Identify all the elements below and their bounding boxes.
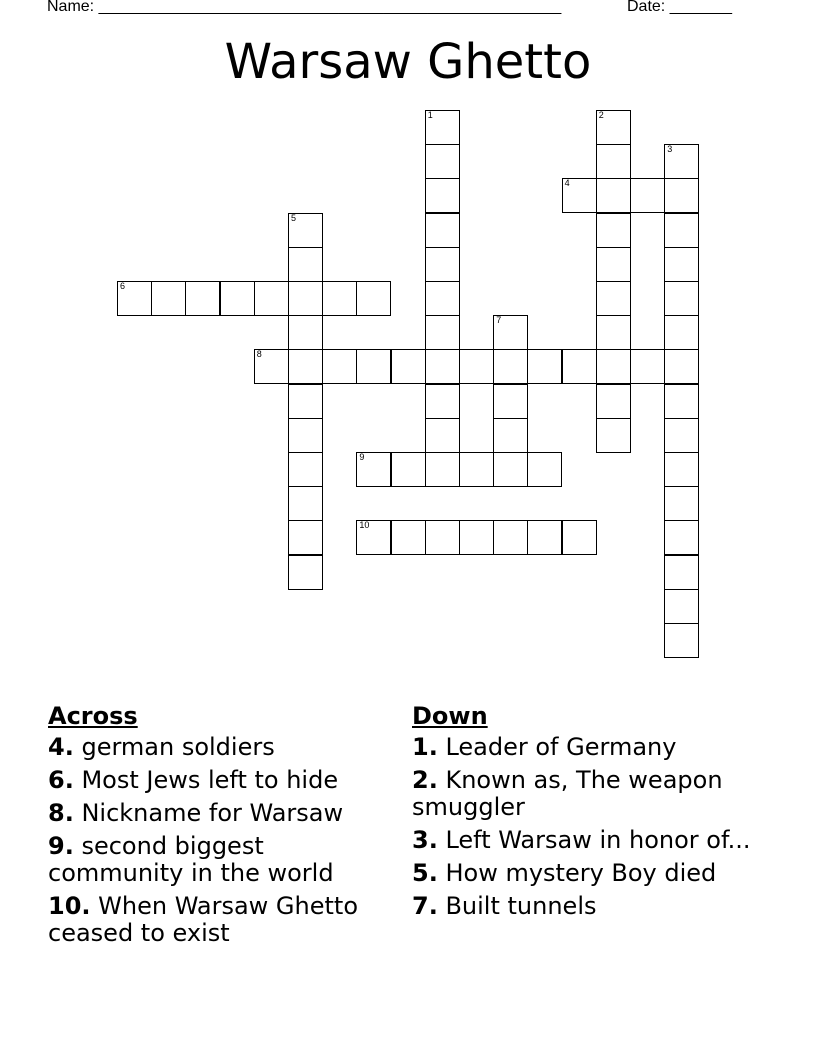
clue-across-4: 4. german soldiers: [48, 733, 275, 761]
crossword-cell[interactable]: [322, 281, 357, 316]
crossword-cell[interactable]: [664, 555, 699, 590]
crossword-cell[interactable]: [596, 178, 631, 213]
crossword-cell[interactable]: [493, 315, 528, 350]
crossword-cell[interactable]: [596, 247, 631, 282]
clue-across-9: 9. second biggest community in the world: [48, 832, 334, 887]
crossword-cell[interactable]: [493, 520, 528, 555]
crossword-cell[interactable]: [459, 349, 494, 384]
crossword-cell[interactable]: [596, 110, 631, 145]
crossword-cell[interactable]: [664, 589, 699, 624]
date-field-label: Date: _______: [627, 0, 732, 15]
crossword-cell[interactable]: [288, 384, 323, 419]
clue-number: 1: [427, 110, 433, 120]
crossword-cell[interactable]: [425, 384, 460, 419]
clue-number: 9: [359, 452, 365, 462]
crossword-cell[interactable]: [664, 349, 699, 384]
crossword-cell[interactable]: [288, 520, 323, 555]
crossword-cell[interactable]: [288, 213, 323, 248]
clue-number: 6: [120, 281, 126, 291]
clue-number: 8: [256, 349, 262, 360]
crossword-cell[interactable]: [630, 349, 665, 384]
crossword-cell[interactable]: [288, 315, 323, 350]
crossword-cell[interactable]: [562, 520, 597, 555]
down-clues: [412, 702, 757, 926]
crossword-cell[interactable]: [391, 452, 426, 487]
clue-number: 10: [359, 520, 370, 531]
crossword-cell[interactable]: [562, 349, 597, 384]
crossword-cell[interactable]: [288, 349, 323, 384]
clue-down-3: 3. Left Warsaw in honor of...: [412, 826, 751, 854]
clue-number: 7: [496, 315, 502, 326]
clue-number: 2: [598, 110, 604, 120]
name-field-label: Name: ____________________________________________________: [47, 0, 562, 15]
crossword-cell[interactable]: [596, 213, 631, 248]
crossword-cell[interactable]: [425, 110, 460, 145]
crossword-cell[interactable]: [151, 281, 186, 316]
crossword-cell[interactable]: [664, 418, 699, 453]
crossword-cell[interactable]: [391, 520, 426, 555]
crossword-cell[interactable]: [254, 349, 289, 384]
crossword-cell[interactable]: [356, 520, 391, 555]
crossword-cell[interactable]: [664, 384, 699, 419]
crossword-cell[interactable]: [288, 452, 323, 487]
clue-number: 5: [291, 212, 297, 223]
crossword-cell[interactable]: [562, 178, 597, 213]
puzzle-title: Warsaw Ghetto: [224, 34, 592, 90]
crossword-cell[interactable]: [425, 247, 460, 282]
crossword-cell[interactable]: [425, 144, 460, 179]
crossword-cell[interactable]: [596, 349, 631, 384]
crossword-cell[interactable]: [596, 418, 631, 453]
crossword-cell[interactable]: [459, 520, 494, 555]
crossword-cell[interactable]: [356, 281, 391, 316]
crossword-cell[interactable]: [288, 281, 323, 316]
crossword-cell[interactable]: [664, 281, 699, 316]
crossword-cell[interactable]: [425, 520, 460, 555]
crossword-cell[interactable]: [596, 144, 631, 179]
crossword-cell[interactable]: [425, 178, 460, 213]
crossword-cell[interactable]: [254, 281, 289, 316]
crossword-cell[interactable]: [493, 349, 528, 384]
crossword-cell[interactable]: [185, 281, 220, 316]
crossword-cell[interactable]: [459, 452, 494, 487]
crossword-cell[interactable]: [664, 486, 699, 521]
clue-across-8: 8. Nickname for Warsaw: [48, 799, 344, 827]
clue-across-10: 10. When Warsaw Ghetto ceased to exist: [48, 892, 359, 947]
crossword-cell[interactable]: [664, 247, 699, 282]
crossword-cell[interactable]: [391, 349, 426, 384]
crossword-cell[interactable]: [664, 178, 699, 213]
crossword-cell[interactable]: [425, 418, 460, 453]
crossword-cell[interactable]: [527, 520, 562, 555]
crossword-cell[interactable]: [630, 178, 665, 213]
clue-down-7: 7. Built tunnels: [412, 892, 597, 920]
clue-down-5: 5. How mystery Boy died: [412, 859, 717, 887]
clue-number: 4: [564, 178, 570, 189]
crossword-cell[interactable]: [356, 349, 391, 384]
crossword-cell[interactable]: [664, 315, 699, 350]
crossword-cell[interactable]: [664, 520, 699, 555]
crossword-cell[interactable]: [664, 144, 699, 179]
across-clues: [48, 702, 388, 953]
crossword-cell[interactable]: [425, 349, 460, 384]
crossword-cell[interactable]: [425, 213, 460, 248]
clue-down-1: 1. Leader of Germany: [412, 733, 677, 761]
crossword-cell[interactable]: [117, 281, 152, 316]
clue-down-2: 2. Known as, The weapon smuggler: [412, 766, 723, 821]
crossword-cell[interactable]: [493, 452, 528, 487]
clue-across-6: 6. Most Jews left to hide: [48, 766, 339, 794]
crossword-cell[interactable]: [288, 486, 323, 521]
crossword-cell[interactable]: [356, 452, 391, 487]
crossword-cell[interactable]: [527, 349, 562, 384]
crossword-cell[interactable]: [493, 418, 528, 453]
across-heading: Across: [48, 702, 138, 730]
crossword-cell[interactable]: [596, 281, 631, 316]
crossword-cell[interactable]: [425, 281, 460, 316]
crossword-cell[interactable]: [527, 452, 562, 487]
crossword-cell[interactable]: [322, 349, 357, 384]
clue-number: 3: [667, 144, 673, 155]
crossword-cell[interactable]: [220, 281, 255, 316]
crossword-cell[interactable]: [288, 418, 323, 453]
crossword-cell[interactable]: [596, 315, 631, 350]
crossword-cell[interactable]: [425, 315, 460, 350]
crossword-cell[interactable]: [596, 384, 631, 419]
crossword-cell[interactable]: [493, 384, 528, 419]
crossword-cell[interactable]: [288, 555, 323, 590]
crossword-cell[interactable]: [664, 452, 699, 487]
down-heading: Down: [412, 702, 488, 730]
crossword-cell[interactable]: [425, 452, 460, 487]
crossword-cell[interactable]: [664, 623, 699, 658]
crossword-cell[interactable]: [664, 213, 699, 248]
crossword-cell[interactable]: [288, 247, 323, 282]
